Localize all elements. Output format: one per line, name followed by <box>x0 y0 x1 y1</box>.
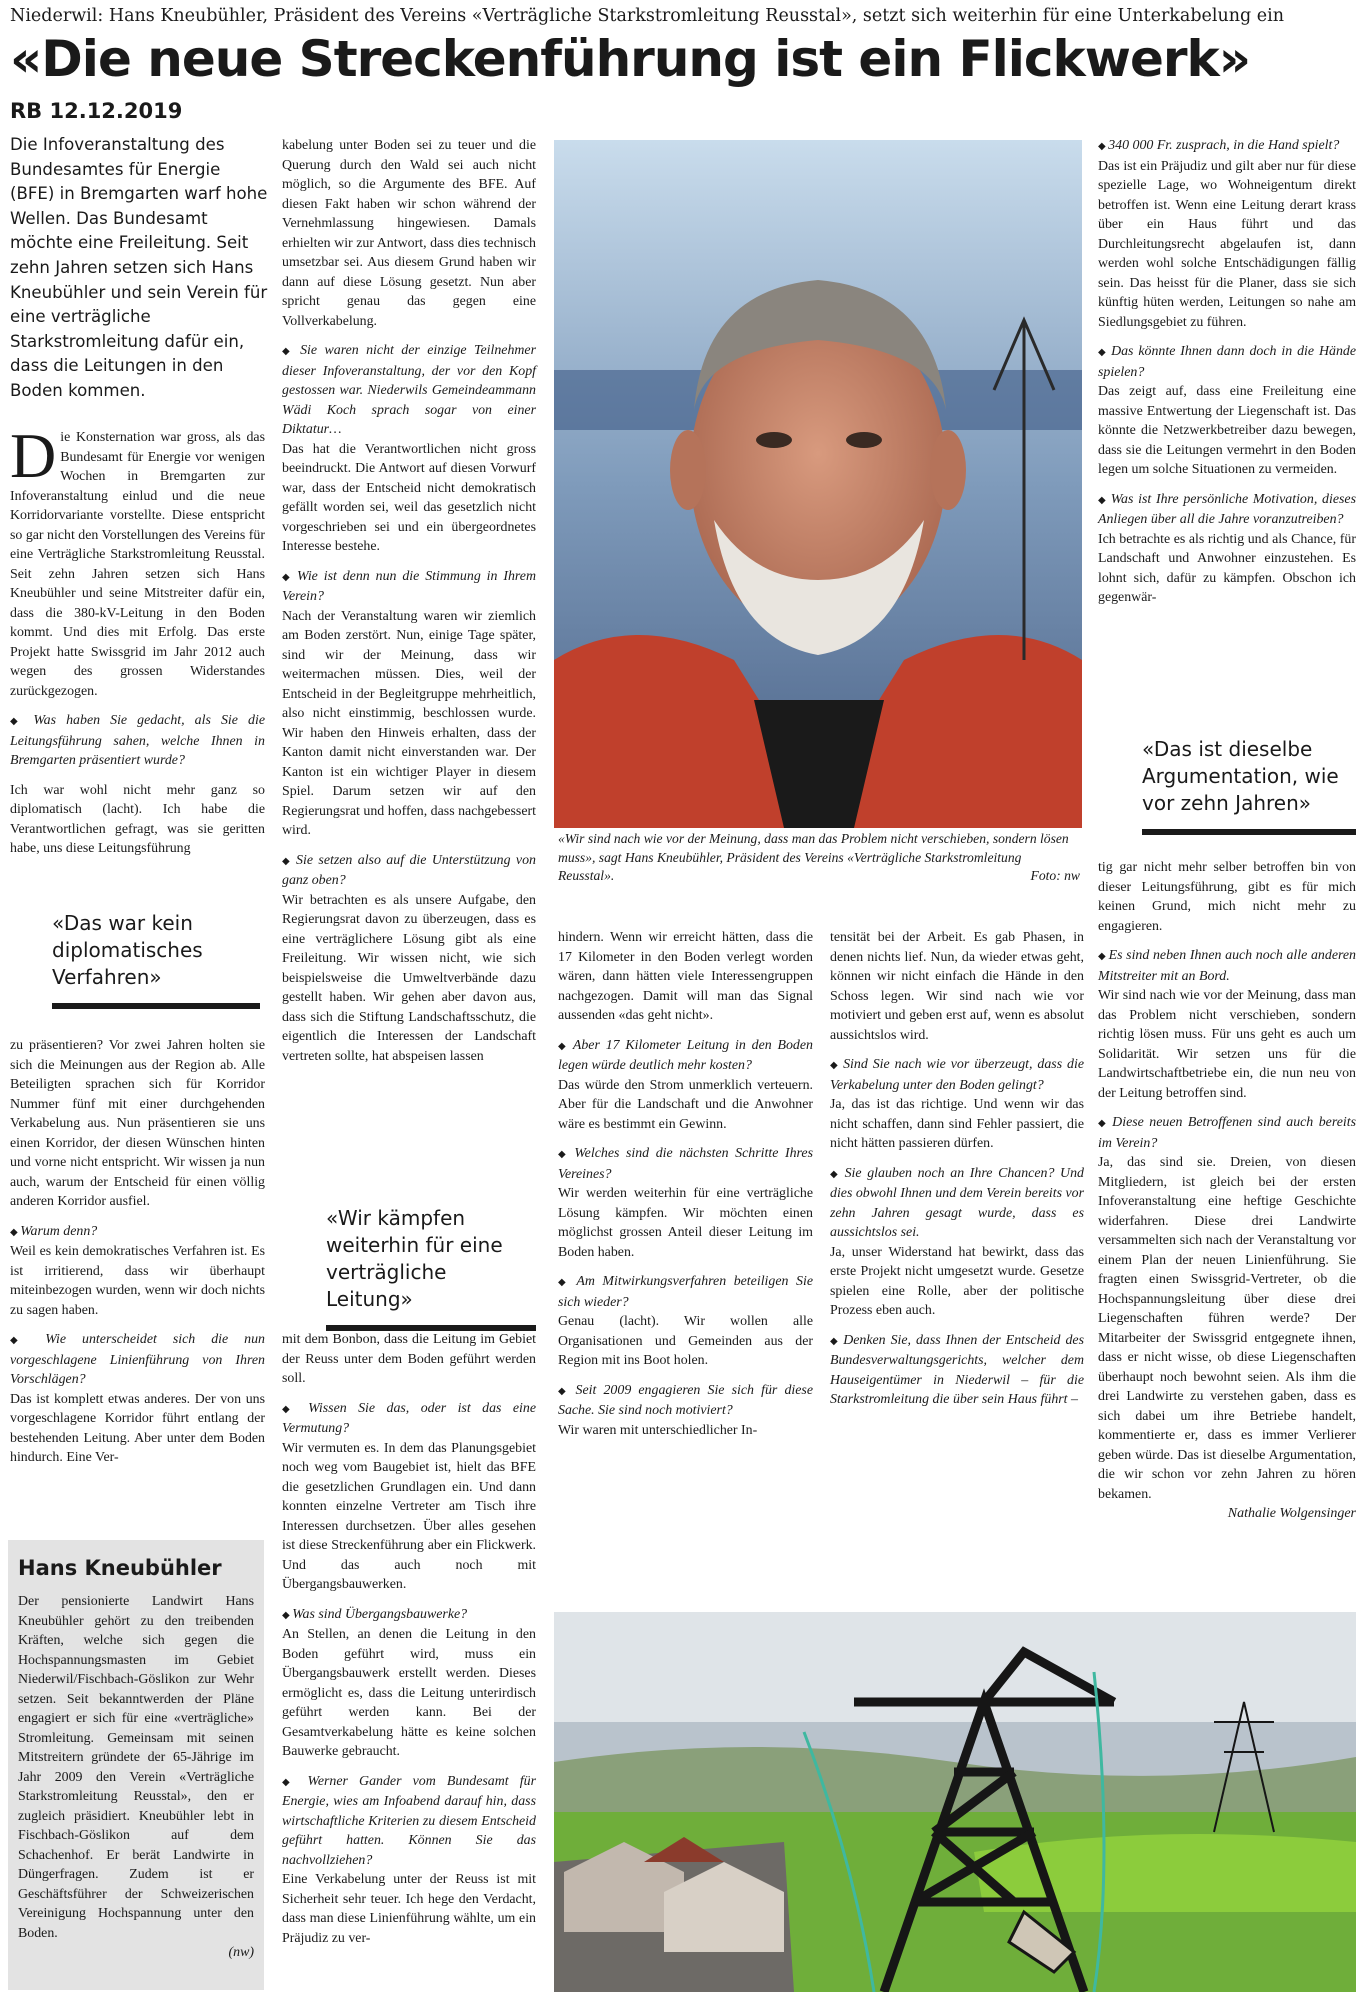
answer: Das würde den Strom unmerklich verteuern. Aber für die Landschaft und die Anwohner wäre es bestimmt ein Gewinn. <box>558 1077 813 1132</box>
question: ◆ Sie setzen also auf die Unterstützung von ganz oben? <box>282 851 536 891</box>
landscape-photo <box>554 1612 1356 1992</box>
question: ◆ Sie glauben noch an Ihre Chancen? Und dies obwohl Ihnen und dem Verein bereits vor zehn Jahren gesagt wurde, dass es aussichtslos sei. <box>830 1164 1084 1243</box>
question: ◆ Seit 2009 engagieren Sie sich für diese Sache. Sie sind noch motiviert? <box>558 1381 813 1421</box>
photo-credit: Foto: nw <box>1030 868 1080 883</box>
answer: Nach der Veranstaltung waren wir ziemlich am Boden zerstört. Nun, einige Tage später, sind wir der Meinung, dass wir weitermachen müssen. Dies, weil der Entscheid in der Begleitgruppe mehrheitlich, also nicht einstimmig, beschlossen wurde. Wir haben den Hinweis erhalten, dass der Kanton damit nicht einverstanden war. Der Kanton ist ein wichtiger Player in diesem Spiel. Darum setzen wir auf den Regierungsrat und hoffen, dass nachgebessert wird. <box>282 608 536 838</box>
pull-quote-2: «Wir kämpfen weiterhin für eine verträgliche Leitung» <box>326 1205 536 1331</box>
question: ◆ Aber 17 Kilometer Leitung in den Boden legen würde deutlich mehr kosten? <box>558 1036 813 1076</box>
question: ◆ Sind Sie nach wie vor überzeugt, dass die Verkabelung unter den Boden gelingt? <box>830 1055 1084 1095</box>
intro-text: ie Konsternation war gross, als das Bundesamt für Energie vor wenigen Wochen in Bremgarten zur Infoveranstaltung einlud und die neue Korridorvariante vorstellte. Diese entspricht so gar nicht den Vorstellungen des Vereins für eine Verträgliche Starkstromleitung Reusstal. Seit zehn Jahren setzen sich Hans Kneubühler und seine Mitstreiter dafür ein, dass die 380-kV-Leitung in den Boden kommt. Und dies mit Erfolg. Das erste Projekt hatte Swissgrid im Jahr 2012 auch wegen des grossen Widerstandes zurückgezogen. <box>10 430 266 699</box>
question: ◆ Es sind neben Ihnen auch noch alle anderen Mitstreiter mit an Bord. <box>1098 946 1356 986</box>
question: ◆ Diese neuen Betroffenen sind auch bereits im Verein? <box>1098 1113 1356 1153</box>
question: ◆ Was ist Ihre persönliche Motivation, dieses Anliegen über all die Jahre voranzutreiben? <box>1098 490 1356 530</box>
answer: Wir betrachten es als unsere Aufgabe, den Regierungsrat davon zu überzeugen, dass es eine verträglichere Lösung gibt als eine Freileitung. Wir wissen nicht, wie sich beispielsweise die Umweltverbände dazu gestellt haben. Wir gehen aber davon aus, dass sich die Stiftung Landschaftsschutz, die eigentlich die Interessen der Landschaft vertreten sollte, hat abspeisen lassen <box>282 892 536 1064</box>
question: ◆ Was sind Übergangsbauwerke? <box>282 1605 536 1626</box>
answer: Das hat die Verantwortlichen nicht gross beeindruckt. Die Antwort auf diesen Vorwurf war, dass der Entscheid nicht demokratisch gefällt worden sei, weil das gesetzlich nicht vorgeschrieben sei und ein übergeordnetes Interesse bestehe. <box>282 441 536 554</box>
answer: Das ist ein Präjudiz und gilt aber nur für diese spezielle Lage, wo Wohneigentum direkt betroffen ist. Wenn eine Leitung derart krass über ein Haus führt und das Durchleitungsrecht abgelaufen ist, dann werden wohl solche Entschädigungen fällig sein. Das heisst für die Planer, dass sie sich künftig hüten werden, Leitungen so nahe am Siedlungsgebiet zu führen. <box>1098 158 1356 330</box>
answer: Eine Verkabelung unter der Reuss ist mit Sicherheit sehr teuer. Ich hege den Verdacht, dass man diese Linienführung wählte, um ein Präjudiz zu ver- <box>282 1872 536 1946</box>
pull-quote-3: «Das ist dieselbe Argumentation, wie vor zehn Jahren» <box>1142 736 1356 835</box>
question: ◆ Werner Gander vom Bundesamt für Energie, wies am Infoabend darauf hin, dass wirtschaftliche Kriterien zu diesem Entscheid geführt hatten. Können Sie das nachvollziehen? <box>282 1772 536 1871</box>
caption-text: «Wir sind nach wie vor der Meinung, dass man das Problem nicht verschieben, sondern lösen muss», sagt Hans Kneubühler, Präsident des Vereins «Verträgliche Starkstromleitung Reusstal». <box>558 831 1069 883</box>
question: ◆ Welches sind die nächsten Schritte Ihres Vereines? <box>558 1144 813 1184</box>
question: ◆ Das könnte Ihnen dann doch in die Hände spielen? <box>1098 342 1356 382</box>
question: ◆ Wie unterscheidet sich die nun vorgeschlagene Linienführung von Ihren Vorschlägen? <box>10 1330 265 1390</box>
lead-paragraph: Die Infoveranstaltung des Bundesamtes für Energie (BFE) in Bremgarten warf hohe Wellen. Das Bundesamt möchte eine Freileitung. Seit zehn Jahren setzen sich Hans Kneubühler und sein Verein für eine verträgliche Starkstromleitung dafür ein, dass die Leitungen in den Boden kommen. <box>10 135 268 400</box>
drop-cap: D <box>10 420 57 491</box>
headline: «Die neue Streckenführung ist ein Flickwerk» <box>10 30 1251 88</box>
author-byline: Nathalie Wolgensinger <box>1227 1506 1356 1521</box>
answer: Das ist komplett etwas anderes. Der von uns vorgeschlagene Korridor führt entlang der bestehenden Leitung. Aber unter dem Boden hindurch. Eine Ver- <box>10 1391 265 1465</box>
answer: Wir waren mit unterschiedlicher In- <box>558 1422 758 1438</box>
column-3 <box>558 928 813 1450</box>
question: ◆ Am Mitwirkungsverfahren beteiligen Sie sich wieder? <box>558 1272 813 1312</box>
column-4 <box>830 928 1084 1410</box>
question: ◆ Sie waren nicht der einzige Teilnehmer dieser Infoveranstaltung, der vor den Kopf gestossen war. Niederwils Gemeindeammann Wädi Koch sprach sogar von einer Diktatur… <box>282 341 536 440</box>
answer: Ich war wohl nicht mehr ganz so diplomatisch (lacht). Ich habe die Verantwortlichen gefragt, was sie geritten habe, uns diese Leitungsführung <box>10 782 265 856</box>
portrait-photo <box>554 140 1082 828</box>
question: ◆ Wie ist denn nun die Stimmung in Ihrem Verein? <box>282 567 536 607</box>
answer: mit dem Bonbon, dass die Leitung im Gebiet der Reuss unter dem Boden geführt werden soll. <box>282 1332 536 1386</box>
answer: Wir werden weiterhin für eine verträgliche Lösung kämpfen. Wir möchten einen möglichst grossen Anteil dieser Leitung im Boden haben. <box>558 1186 813 1260</box>
kicker: Niederwil: Hans Kneubühler, Präsident des Vereins «Verträgliche Starkstromleitung Reusstal», setzt sich weiterhin für eine Unterkabelung ein <box>10 6 1285 26</box>
answer: Wir sind nach wie vor der Meinung, dass man das Problem nicht verschieben, sondern richtig lösen muss. Für uns geht es auch um Solidarität. Wir setzen uns für die Landwirtschaftbetriebe ein, die nun neu von der Leitung betroffen sind. <box>1098 988 1356 1101</box>
biography-title: Hans Kneubühler <box>18 1556 222 1580</box>
publication-date: RB 12.12.2019 <box>10 99 183 123</box>
answer: kabelung unter Boden sei zu teuer und die Querung durch den Wald sei auch nicht möglich, so die Argumente des BFE. Auf diesen Fakt haben wir schon während der Vernehmlassung hingewiesen. Damals erhielten wir zur Antwort, dass dies technisch umsetzbar sei. Aus diesem Grund haben wir dann auf diese Lösung gesetzt. Nun aber spricht genau das gegen eine Vollverkabelung. <box>282 138 536 329</box>
answer: tensität bei der Arbeit. Es gab Phasen, in denen nichts lief. Nun, da wieder etwas geht, können wir nicht einfach die Hände in den Schoss legen. Wir sind nach wie vor motiviert und geben erst auf, wenn es absolut aussichtslos wird. <box>830 930 1084 1043</box>
answer: Ich betrachte es als richtig und als Chance, für Landschaft und Anwohner einzustehen. Es lohnt sich, dafür zu kämpfen. Obschon ich gegenwär- <box>1098 531 1356 605</box>
column-1 <box>10 420 266 859</box>
column-5 <box>1098 136 1356 618</box>
biography-box <box>8 1540 264 1990</box>
answer: Ja, das sind sie. Dreien, von diesen Mitgliedern, ist gleich bei der ersten Infoveranstaltung eine heftige Geschichte widerfahren. Diese drei Landwirte versammelten sich nach der Veranstaltung vor einem Plan der neuen Linienführung. Sie fragten einen Swissgrid-Vertreter, ob die Hochspannungsleitung über diese drei Liegenschaften führen werde? Der Mitarbeiter der Swissgrid entgegnete ihnen, dass er nicht wisse, ob diese Liegenschaften überhaupt noch bewohnt seien. Als ihm die drei Landwirte zu verstehen gaben, dass es sich dabei um ihre Betriebe handelt, kommentierte er, dass es immer Verlierer geben würde. Das ist dieselbe Argumentation, die wir schon vor zehn Jahren zu hören bekamen. <box>1098 1155 1356 1502</box>
question: ◆ Wissen Sie das, oder ist das eine Vermutung? <box>282 1399 536 1439</box>
answer: zu präsentieren? Vor zwei Jahren holten sie sich die Meinungen aus der Region ab. Alle Beteiligten sprachen sich für Korridor Nummer fünf mit einer durchgehenden Verkabelung aus. Nun präsentieren sie uns einen Korridor, der diesen Wünschen hinten und vorne nicht entspricht. Wir wissen ja nun auch, warum der Entscheid für einen völlig anderen Korridor ausfiel. <box>10 1038 265 1209</box>
question: ◆ 340 000 Fr. zusprach, in die Hand spielt? <box>1098 136 1356 157</box>
column-2-continued <box>282 1330 536 1958</box>
pull-quote-1: «Das war kein diplomatisches Verfahren» <box>52 910 260 1009</box>
answer: Ja, das ist das richtige. Und wenn wir das nicht schaffen, dann sind Fehler passiert, die nicht hätten passieren dürfen. <box>830 1097 1084 1151</box>
answer: tig gar nicht mehr selber betroffen bin von dieser Leitungsführung, gibt es für mich keinen Grund, mich nicht mehr zu engagieren. <box>1098 860 1356 934</box>
column-2 <box>282 136 536 1076</box>
question: ◆ Was haben Sie gedacht, als Sie die Leitungsführung sahen, welche Ihnen in Bremgarten präsentiert wurde? <box>10 711 265 771</box>
biography-tag: (nw) <box>228 1945 254 1960</box>
column-1-continued <box>10 1036 265 1478</box>
answer: Das zeigt auf, dass eine Freileitung eine massive Entwertung der Liegenschaft ist. Das könnte die Netzwerkbetreiber dazu bewegen, dass sie die Leitungen vermehrt in den Boden legen um solche Situationen zu vermeiden. <box>1098 384 1356 477</box>
answer: An Stellen, an denen die Leitung in den Boden geführt wird, muss ein Übergangsbauwerk erstellt werden. Dieses ermöglicht es, dass die Leitung unterirdisch geführt werden kann. Bei der Gesamtverkabelung hätte es keine solchen Bauwerke gebraucht. <box>282 1627 536 1759</box>
answer: Genau (lacht). Wir wollen alle Organisationen und Gemeinden aus der Region mit ins Boot holen. <box>558 1314 813 1368</box>
column-5-continued <box>1098 858 1356 1524</box>
question: ◆ Warum denn? <box>10 1222 265 1243</box>
answer: Wir vermuten es. In dem das Planungsgebiet noch weg vom Baugebiet ist, hielt das BFE die gesetzlichen Grundlagen ein. Und dann konnten einzelne Vertreter am Tisch ihre Interessen durchsetzen. Über alles gesehen ist diese Streckenführung aber ein Flickwerk. Und das auch noch mit Übergangsbauwerken. <box>282 1440 536 1592</box>
answer: hindern. Wenn wir erreicht hätten, dass die 17 Kilometer in den Boden verlegt worden wären, dann hätten viele Interessengruppen nachgezogen. Damit will man das Signal aussenden «das geht nicht». <box>558 930 813 1023</box>
photo-caption <box>558 830 1080 886</box>
answer: Weil es kein demokratisches Verfahren ist. Es ist irritierend, dass wir überhaupt miteinbezogen wurden, wenn wir doch nichts zu sagen haben. <box>10 1244 265 1318</box>
question: ◆ Denken Sie, dass Ihnen der Entscheid des Bundesverwaltungsgerichts, welcher dem Hauseigentümer in Niederwil – für die Starkstromleitung die über sein Haus führt – <box>830 1331 1084 1410</box>
answer: Ja, unser Widerstand hat bewirkt, dass das erste Projekt nicht umgesetzt wurde. Gesetze spielen eine Rolle, aber der politische Prozess eben auch. <box>830 1244 1084 1318</box>
biography-text: Der pensionierte Landwirt Hans Kneubühler gehört zu den treibenden Kräften, welche sich gegen die Hochspannungsmasten im Gebiet Niederwil/Fischbach-Göslikon zur Wehr setzen. Seit bekanntwerden der Pläne engagiert er sich für eine «verträgliche» Stromleitung. Gemeinsam mit seinen Mitstreitern gründete der 65-Jährige im Jahr 2009 den Verein «Verträgliche Starkstromleitung Reusstal», den er zugleich präsidiert. Kneubühler lebt in Fischbach-Göslikon auf dem Schachenhof. Er berät Landwirte in Düngerfragen. Zudem ist er Geschäftsführer der Schweizerischen Vereinigung Hochspannung unter den Boden. <box>18 1594 254 1941</box>
